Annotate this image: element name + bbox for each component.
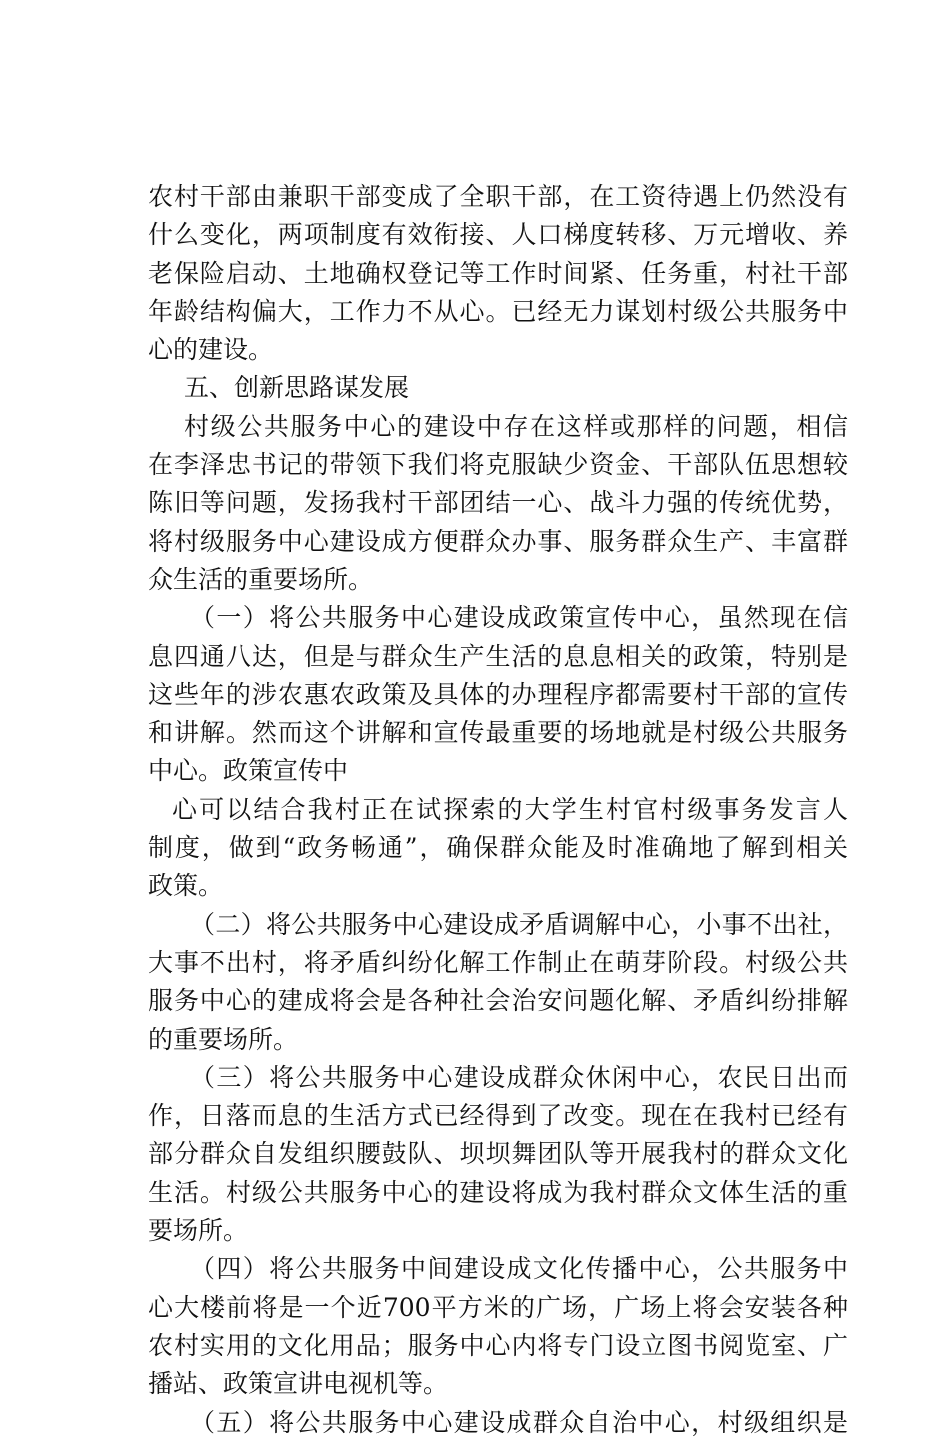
text-line: 这些年的涉农惠农政策及具体的办理程序都需要村干部的宣传	[148, 679, 848, 709]
text-line: 作，日落而息的生活方式已经得到了改变。现在在我村已经有	[148, 1101, 848, 1131]
section-heading: 五、创新思路谋发展	[184, 373, 410, 403]
text-line: （二）将公共服务中心建设成矛盾调解中心，小事不出社，	[190, 909, 848, 939]
text-line: 和讲解。然而这个讲解和宣传最重要的场地就是村级公共服务	[148, 718, 848, 748]
text-line: 老保险启动、土地确权登记等工作时间紧、任务重，村社干部	[148, 258, 848, 288]
text-line: 在李泽忠书记的带领下我们将克服缺少资金、干部队伍思想较	[148, 450, 848, 480]
text-line: 陈旧等问题，发扬我村干部团结一心、战斗力强的传统优势，	[148, 488, 848, 518]
text-line: 大事不出村，将矛盾纠纷化解工作制止在萌芽阶段。村级公共	[148, 947, 848, 977]
text-line: 什么变化，两项制度有效衔接、人口梯度转移、万元增收、养	[148, 220, 848, 250]
text-line: 政策。	[148, 871, 224, 901]
text-line: 将村级服务中心建设成方便群众办事、服务群众生产、丰富群	[148, 526, 848, 556]
text-line: 生活。村级公共服务中心的建设将成为我村群众文体生活的重	[148, 1177, 848, 1207]
text-line: 心大楼前将是一个近700平方米的广场，广场上将会安装各种	[148, 1292, 848, 1322]
text-line: 中心。政策宣传中	[148, 756, 349, 786]
document-body	[148, 178, 848, 1442]
text-line: （一）将公共服务中心建设成政策宣传中心，虽然现在信	[190, 603, 848, 633]
text-line: 众生活的重要场所。	[148, 564, 374, 594]
text-line: 心的建设。	[148, 335, 274, 365]
text-line: 制度，做到“政务畅通”，确保群众能及时准确地了解到相关	[148, 833, 848, 863]
text-line: 部分群众自发组织腰鼓队、坝坝舞团队等开展我村的群众文化	[148, 1139, 848, 1169]
text-line: 村级公共服务中心的建设中存在这样或那样的问题，相信	[184, 411, 848, 441]
text-line: 息四通八达，但是与群众生产生活的息息相关的政策，特别是	[148, 641, 848, 671]
text-line: （三）将公共服务中心建设成群众休闲中心，农民日出而	[190, 1062, 848, 1092]
text-line: 的重要场所。	[148, 1024, 299, 1054]
text-line: 农村干部由兼职干部变成了全职干部，在工资待遇上仍然没有	[148, 182, 848, 211]
text-line: 要场所。	[148, 1216, 249, 1246]
text-line: 播站、政策宣讲电视机等。	[148, 1369, 449, 1399]
text-line: 服务中心的建成将会是各种社会治安问题化解、矛盾纠纷排解	[148, 986, 848, 1016]
text-line: （四）将公共服务中间建设成文化传播中心，公共服务中	[190, 1254, 848, 1284]
text-line: 农村实用的文化用品；服务中心内将专门设立图书阅览室、广	[148, 1330, 848, 1360]
text-line: 年龄结构偏大，工作力不从心。已经无力谋划村级公共服务中	[148, 296, 848, 326]
text-line: 心可以结合我村正在试探索的大学生村官村级事务发言人	[172, 794, 848, 824]
text-line: （五）将公共服务中心建设成群众自治中心，村级组织是	[190, 1407, 848, 1437]
